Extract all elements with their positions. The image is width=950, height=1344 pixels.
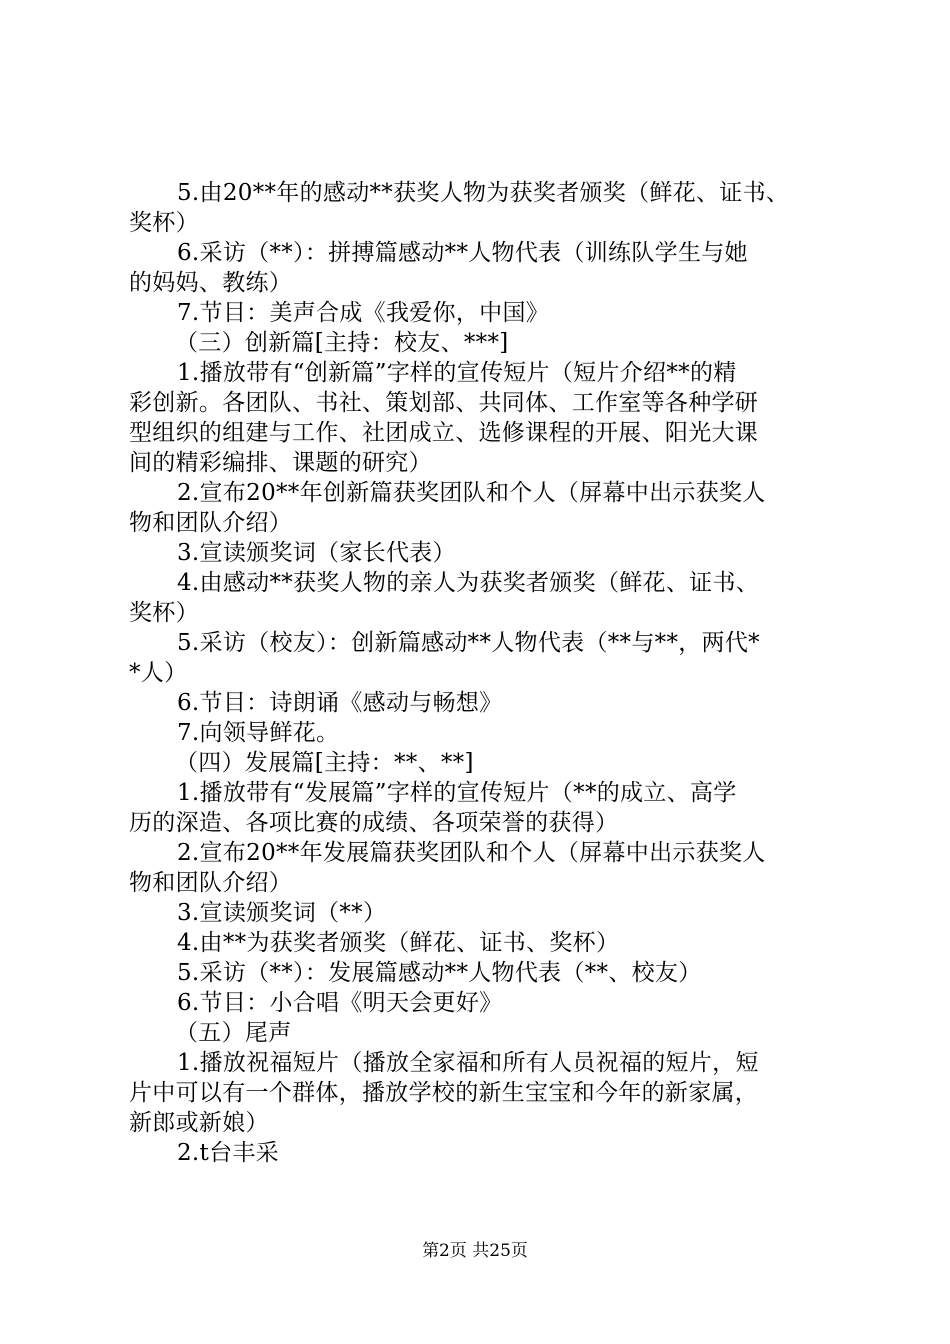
text-line: 1.播放带有“发展篇”字样的宣传短片（**的成立、高学 [177, 780, 737, 806]
text-line: 3.宣读颁奖词（**） [177, 900, 387, 926]
page-footer: 第2页 共25页 [422, 1241, 528, 1261]
text-line: 4.由感动**获奖人物的亲人为获奖者颁奖（鲜花、证书、 [177, 570, 760, 596]
text-line: 间的精彩编排、课题的研究） [129, 450, 432, 476]
text-line: 1.播放带有“创新篇”字样的宣传短片（短片介绍**的精 [177, 360, 737, 386]
document-body [129, 178, 849, 1168]
text-line: 6.节目：诗朗诵《感动与畅想》 [177, 690, 503, 716]
text-line: 4.由**为获奖者颁奖（鲜花、证书、奖杯） [177, 930, 620, 956]
text-line: 彩创新。各团队、书社、策划部、共同体、工作室等各种学研 [129, 390, 759, 416]
text-line: 片中可以有一个群体，播放学校的新生宝宝和今年的新家属， [129, 1080, 759, 1106]
text-line: 7.向领导鲜花。 [177, 720, 340, 746]
text-line: 2.t台丰采 [177, 1140, 279, 1166]
text-line: *人） [129, 660, 188, 686]
text-line: 3.宣读颁奖词（家长代表） [177, 540, 456, 566]
text-line: （四）发展篇[主持：**、**] [175, 750, 474, 776]
text-line: 物和团队介绍） [129, 510, 293, 536]
text-line: （三）创新篇[主持：校友、***] [175, 330, 509, 356]
text-line: 2.宣布20**年发展篇获奖团队和个人（屏幕中出示获奖人 [177, 840, 766, 866]
text-line: 6.采访（**）：拼搏篇感动**人物代表（训练队学生与她 [177, 240, 748, 266]
text-line: 5.采访（**）：发展篇感动**人物代表（**、校友） [177, 960, 702, 986]
text-line: （五）尾声 [175, 1020, 292, 1046]
text-line: 6.节目：小合唱《明天会更好》 [177, 990, 503, 1016]
text-line: 新郎或新娘） [129, 1110, 269, 1136]
text-line: 型组织的组建与工作、社团成立、选修课程的开展、阳光大课 [129, 420, 759, 446]
text-line: 5.由20**年的感动**获奖人物为获奖者颁奖（鲜花、证书、 [177, 180, 790, 206]
text-line: 奖杯） [129, 600, 199, 626]
text-line: 2.宣布20**年创新篇获奖团队和个人（屏幕中出示获奖人 [177, 480, 766, 506]
text-line: 5.采访（校友）：创新篇感动**人物代表（**与**，两代* [177, 630, 760, 656]
text-line: 历的深造、各项比赛的成绩、各项荣誉的获得） [129, 810, 619, 836]
text-line: 7.节目：美声合成《我爱你，中国》 [177, 300, 550, 326]
text-line: 1.播放祝福短片（播放全家福和所有人员祝福的短片，短 [177, 1050, 759, 1076]
text-line: 的妈妈、教练） [129, 270, 293, 296]
text-line: 物和团队介绍） [129, 870, 293, 896]
text-line: 奖杯） [129, 210, 199, 236]
